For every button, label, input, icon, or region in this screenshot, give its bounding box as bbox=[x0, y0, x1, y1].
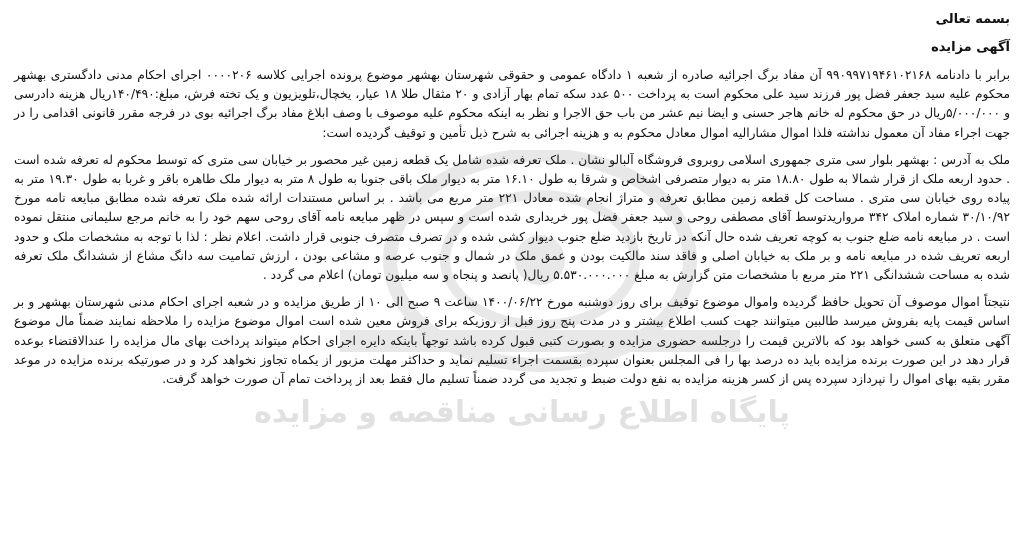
paragraph-auction-terms: نتیجتاً اموال موصوف آن تحویل حافظ گردیده واموال موضوع توقیف برای روز دوشنبه مورخ ۱۴۰۰/۰۶/۲۲ ساعت ۹ صبح الی ۱۰ از طریق مزایده و در شعبه اجرای احکام مدنی شهرستان بهشهر و بر اساس قیمت پایه بفروش میرسد طالبین میتوانند جهت کسب اطلاع بیشتر و در مدت پنج روز قبل از روزیکه برای فروش معین شده است اموال موضوع مزایده را ملاحظه نمایند ضمناً مال موضوع آگهی متعلق به کسی خواهد بود که بالاترین قیمت را درجلسه حضوری مزایده و بصورت کتبی قبول کرده باشد توجهاً باینکه دایره اجرای احکام میتواند پرداخت بهای مال مزایده را عندالاقتضاء بوعده قرار دهد در این صورت برنده مزایده باید ده درصد بها را فی المجلس بعنوان سپرده بقسمت اجراء تسلیم نماید و حداکثر مهلت مزبور از یکماه تجاوز نخواهد کرد و در صورتیکه برنده مزایده در موعد مقرر بقیه بهای اموال را نپردازد سپرده پس از کسر هزینه مزایده به نفع دولت ضبط و تجدید می گردد ضمناً تسلیم مال فقط بعد از پرداخت تمام آن صورت خواهد گرفت. bbox=[14, 295, 1011, 387]
watermark-text: پایگاه اطلاع رسانی مناقصه و مزایده bbox=[254, 395, 790, 430]
heading: بسمه تعالی bbox=[935, 12, 1010, 27]
paragraph-property: ملک به آدرس : بهشهر بلوار سی متری جمهوری اسلامی روبروی فروشگاه آلبالو نشان . ملک تعرفه شده شامل یک قطعه زمین غیر محصور بر خیابان سی متری که توسط محکوم له تعرفه شده است . حدود اربعه ملک از قرار شمالا به طول ۱۸.۸۰ متر به دیوار متصرفی اشخاص و شرقا به طول ۱۶.۱۰ متر به دیوار ملک باقی جنوبا به طول ۸ متر به دیوار ملک طاهره باقر و غربا به طول ۱۹.۳۰ متر به پیاده روی خیابان سی متری . مساحت کل قطعه زمین مطابق تعرفه و متراژ انجام شده معادل ۲۲۱ متر مربع می باشد . بر اساس مستندات ارائه شده ملک تعرفه شده مطابق مبایعه نامه مورخ ۳۰/۱۰/۹۲ شماره املاک ۳۴۲ مرواریدتوسط آقای مصطفی روحی و سید جعفر فضل پور خریداری شده است و سپس در ظهر مبایعه نامه آقای روحی سهم خود را به خانم مرجع سلیمانی منتقل نموده است . در مبایعه نامه ضلع جنوب به کوچه تعریف شده حال آنکه در تاریخ بازدید ضلع جنوب دیوار کشی شده و در تصرف متصرف جنوبی قرار داشت. اعلام نظر : لذا با توجه به مشخصات ملک و حدود اربعه تعریف شده در مبایعه نامه و بر ملک به خیابان اصلی و فاقد سند مالکیت بودن و عمق ملک در شمال و جنوب عرصه و مشاعی بودن ، ارزش تمامیت سه دانگ مشاع از ششدانگ ملک تعرفه شده به مساحت ششدانگی ۲۲۱ متر مربع با مشخصات متن گزارش به مبلغ ۵.۵۳۰.۰۰۰.۰۰۰ ریال( پانصد و پنجاه و سه میلیون تومان) اعلام می گردد . bbox=[14, 152, 1010, 283]
notice-title: آگهی مزایده bbox=[931, 40, 1010, 55]
paragraph-judgment: برابر با دادنامه ۹۹۰۹۹۷۱۹۴۶۱۰۲۱۶۸ آن مفاد برگ اجرائیه صادره از شعبه ۱ دادگاه عمومی و حقوقی شهرستان بهشهر موضوع پرونده اجرایی کلاسه ۰۰۰۰۲۰۶ اجرای احکام مدنی دادگستری بهشهر محکوم علیه سید جعفر فضل پور فرزند سید علی محکوم است به پرداخت ۵۰۰ عدد سکه تمام بهار آزادی و ۲۰ مثقال طلا ۱۸ عیار، یخچال،تلویزیون و یک تخته فرش، مبلغ:۱۴۰/۴۹۰ریال هزینه دادرسی و ۵/۰۰۰/۰۰۰ریال در حق محکوم له خانم هاجر حسنی و ایضا نیم عشر من باب حق الاجرا و نظر به اینکه محکوم علیه موصوف با وصف ابلاغ مفاد برگ اجرائیه بوی در فرجه مقرر قانونی اقدامی را در جهت اجراء مفاد آن معمول نداشته فلذا اموال مشارالیه اموال معادل محکوم به و هزینه اجرائی به شرح ذیل تأمین و توقیف گردیده است: bbox=[14, 68, 1011, 140]
